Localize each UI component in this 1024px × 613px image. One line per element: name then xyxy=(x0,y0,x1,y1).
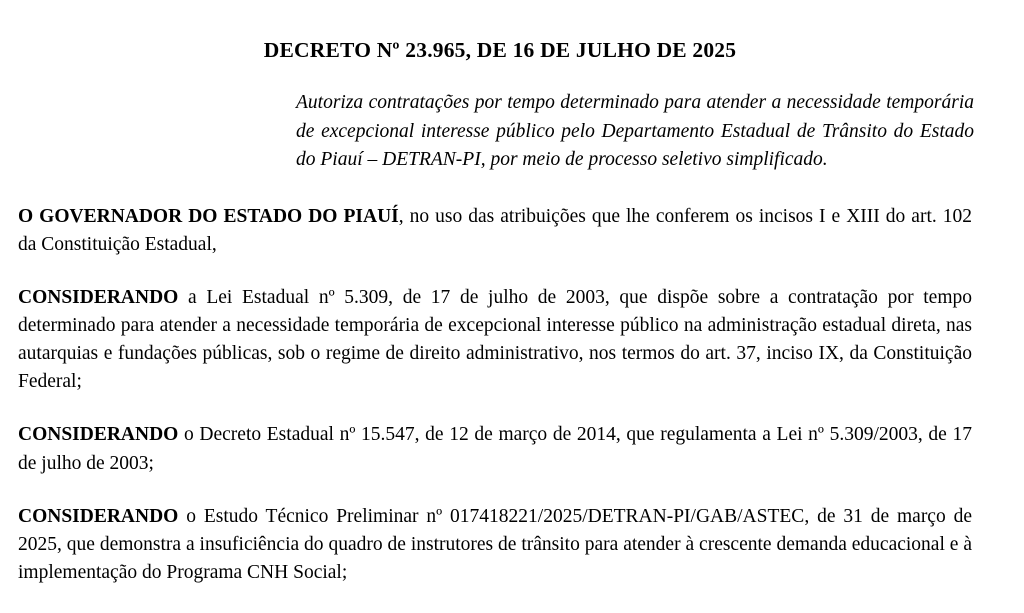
paragraph-governador xyxy=(18,203,972,259)
paragraph-text: o Decreto Estadual nº 15.547, de 12 de março de 2014, que regulamenta a Lei nº 5.309/2003, de 17 de julho de 2003; xyxy=(18,424,972,474)
paragraph-considerando-1 xyxy=(18,284,972,396)
paragraph-text: o Estudo Técnico Preliminar nº 017418221/2025/DETRAN-PI/GAB/ASTEC, de 31 de março de 2025, que demonstra a insuficiência do quadro de instrutores de trânsito para atender à crescente demanda educacional e à implementação do Programa CNH Social; xyxy=(18,505,972,583)
paragraph-lead: CONSIDERANDO xyxy=(18,287,179,309)
paragraph-considerando-3 xyxy=(18,503,972,587)
document-ementa: Autoriza contratações por tempo determinado para atender a necessidade temporária de excepcional interesse público pelo Departamento Estadual de Trânsito do Estado do Piauí – DETRAN-PI, por meio de processo seletivo simplificado. xyxy=(296,92,974,171)
paragraph-lead: CONSIDERANDO xyxy=(18,424,179,446)
paragraph-text: , no uso das atribuições que lhe conferem os incisos I e XIII do art. 102 da Constituição Estadual, xyxy=(18,205,972,256)
paragraph-text: a Lei Estadual nº 5.309, de 17 de julho de 2003, que dispõe sobre a contratação por tempo determinado para atender a necessidade temporária de excepcional interesse público na administração estadual direta, nas autarquias e fundações públicas, sob o regime de direito administrativo, nos termos do art. 37, inciso IX, da Constituição Federal; xyxy=(18,287,972,393)
paragraph-lead: O GOVERNADOR DO ESTADO DO PIAUÍ xyxy=(18,205,399,227)
page-title: DECRETO Nº 23.965, DE 16 DE JULHO DE 2025 xyxy=(263,38,737,62)
paragraph-lead: CONSIDERANDO xyxy=(18,505,179,527)
paragraph-considerando-2 xyxy=(18,421,972,477)
